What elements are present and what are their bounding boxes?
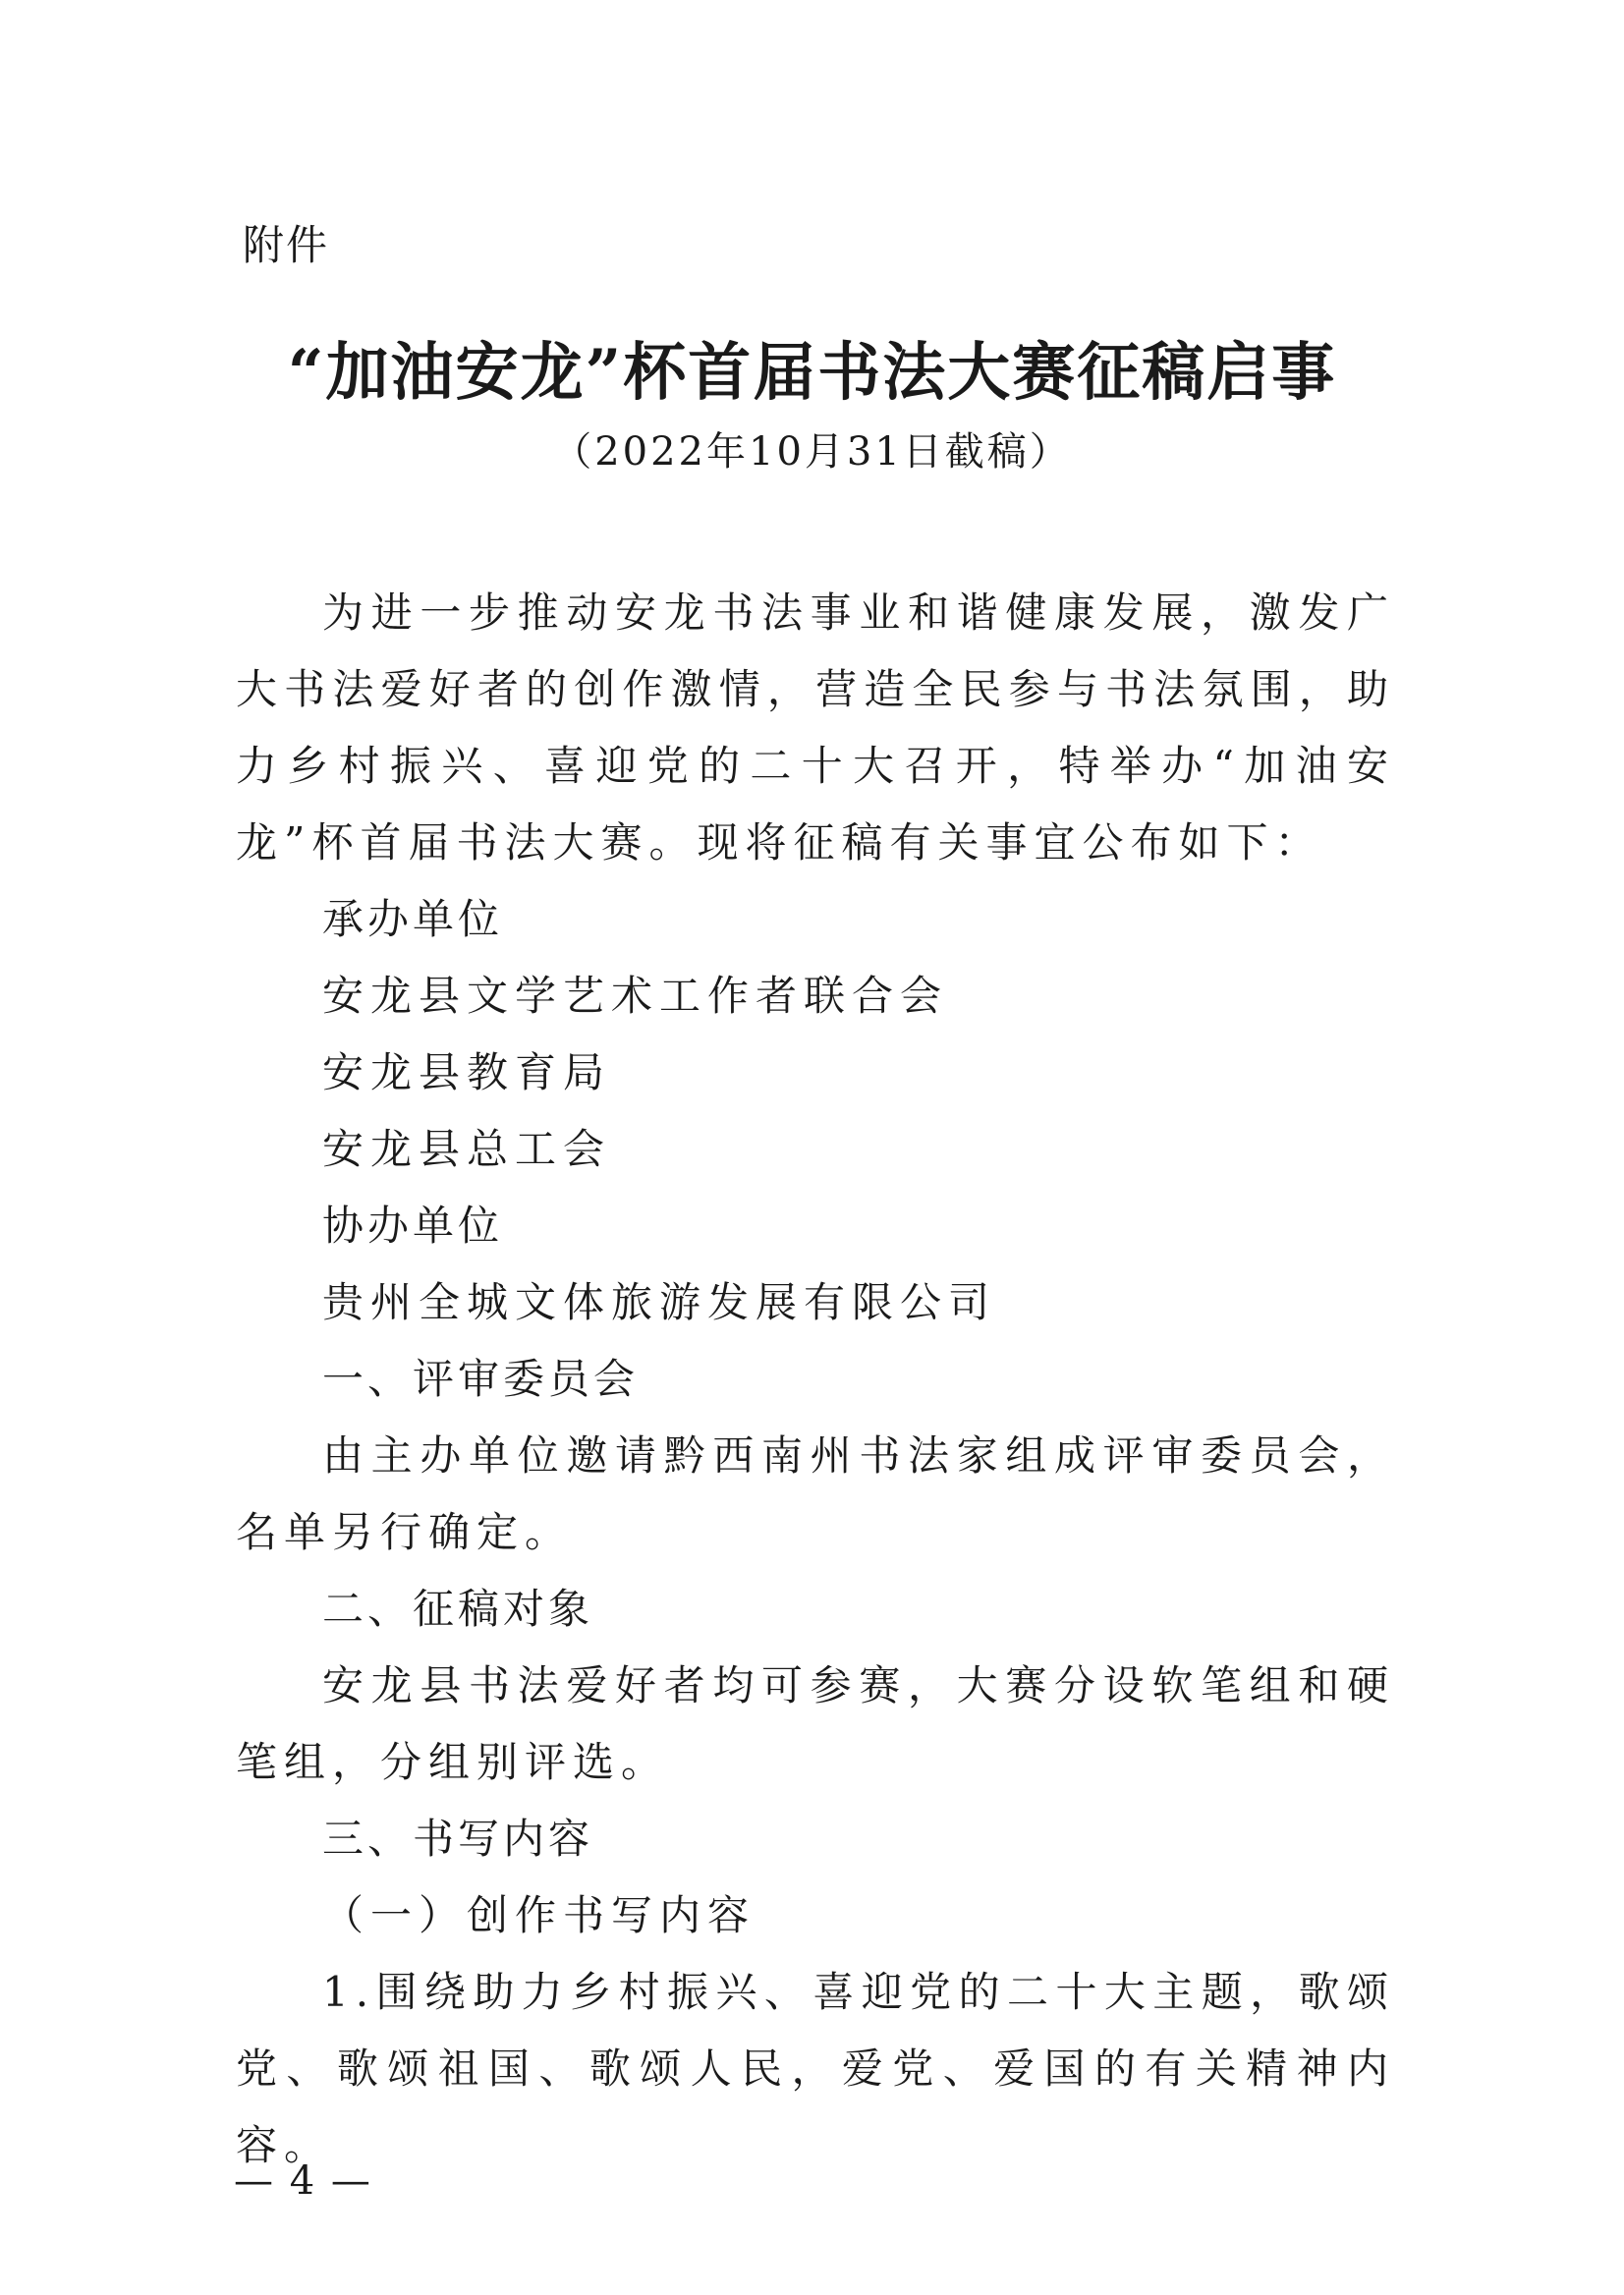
co-organizers-heading: 协办单位 — [322, 1202, 504, 1250]
section-heading-content: 三、书写内容 — [322, 1815, 594, 1863]
section-heading-committee: 一、评审委员会 — [322, 1355, 640, 1403]
attachment-label: 附件 — [243, 221, 330, 269]
intro-paragraph: 为进一步推动安龙书法事业和谐健康发展，激发广大书法爱好者的创作激情，营造全民参与书法氛围，助力乡村振兴、喜迎党的二十大召开，特举办“加油安龙”杯首届书法大赛。现将征稿有关事宜公布如下： — [236, 588, 1395, 867]
page-number: — 4 — — [234, 2158, 372, 2204]
document-body — [236, 575, 1395, 2184]
section-text-committee: 由主办单位邀请黔西南州书法家组成评审委员会，名单另行确定。 — [236, 1431, 1395, 1556]
document-title: “加油安龙”杯首届书法大赛征稿启事 — [287, 336, 1337, 410]
organizer-item: 安龙县总工会 — [322, 1125, 612, 1173]
content-item-1: 1.围绕助力乡村振兴、喜迎党的二十大主题，歌颂党、歌颂祖国、歌颂人民，爱党、爱国的有关精神内容。 — [236, 1968, 1395, 2169]
section-text-participants: 安龙县书法爱好者均可参赛，大赛分设软笔组和硬笔组，分组别评选。 — [236, 1661, 1395, 1786]
organizer-item: 安龙县文学艺术工作者联合会 — [322, 972, 949, 1020]
section-heading-participants: 二、征稿对象 — [322, 1585, 594, 1633]
organizer-item: 安龙县教育局 — [322, 1048, 612, 1096]
organizers-heading: 承办单位 — [322, 895, 504, 943]
subsection-heading-creative: （一）创作书写内容 — [322, 1891, 756, 1939]
document-subtitle: （2022年10月31日截稿） — [552, 429, 1072, 475]
co-organizer-item: 贵州全城文体旅游发展有限公司 — [322, 1278, 997, 1326]
